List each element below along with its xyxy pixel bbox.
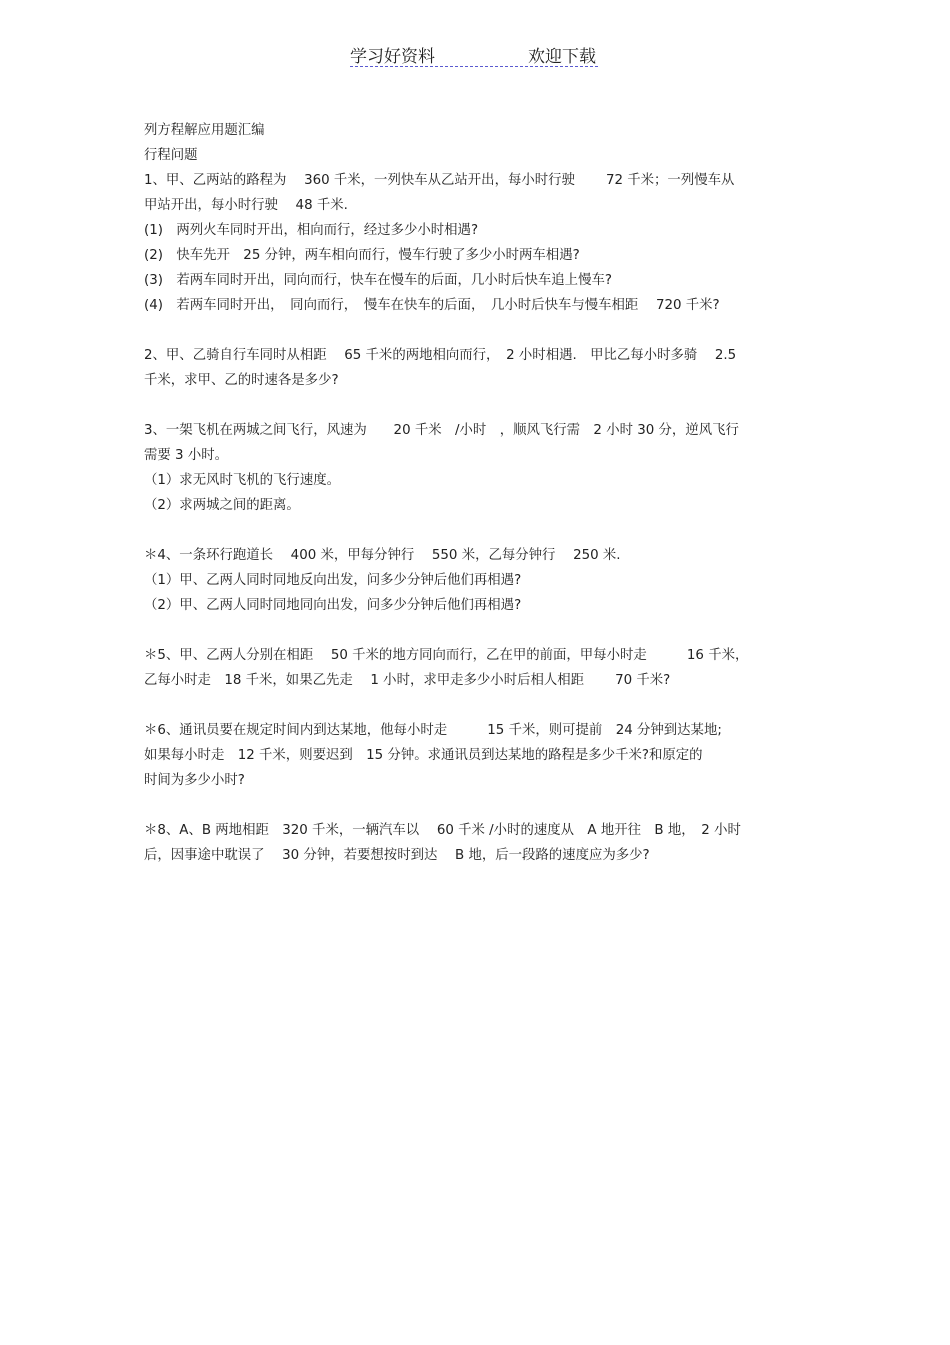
problem-1-line-2: 甲站开出，每小时行驶 48 千米.	[144, 198, 348, 213]
problem-2	[144, 343, 814, 393]
problem-1	[144, 168, 814, 318]
problem-1-question-1: (1) 两列火车同时开出，相向而行，经过多少小时相遇?	[144, 223, 479, 238]
problem-4-line-1: ＊4、一条环行跑道长 400 米，甲每分钟行 550 米，乙每分钟行 250 米.	[144, 548, 621, 563]
problem-6-line-3: 时间为多少小时?	[144, 773, 245, 788]
spacer	[144, 518, 814, 543]
problem-3-line-1: 3、一架飞机在两城之间飞行，风速为 20 千米 /小时 ，顺风飞行需 2 小时 30 分，逆风飞行	[144, 423, 739, 438]
problem-3-line-2: 需要 3 小时。	[144, 448, 228, 463]
spacer	[144, 618, 814, 643]
document-title: 列方程解应用题汇编	[144, 123, 265, 138]
problem-5	[144, 643, 814, 693]
problem-8-line-2: 后，因事途中耽误了 30 分钟，若要想按时到达 B 地，后一段路的速度应为多少?	[144, 848, 650, 863]
spacer	[144, 693, 814, 718]
problem-4	[144, 543, 814, 618]
spacer	[144, 393, 814, 418]
problem-6	[144, 718, 814, 793]
problem-3-question-1: （1）求无风时飞机的飞行速度。	[144, 473, 340, 488]
problem-8-line-1: ＊8、A、B 两地相距 320 千米，一辆汽车以 60 千米 /小时的速度从 A 地开往 B 地， 2 小时	[144, 823, 741, 838]
problem-1-question-2: (2) 快车先开 25 分钟，两车相向而行，慢车行驶了多少小时两车相遇?	[144, 248, 580, 263]
problem-3	[144, 418, 814, 518]
page-header	[350, 40, 598, 67]
header-right-text: 欢迎下载	[528, 47, 596, 67]
problem-1-question-3: (3) 若两车同时开出，同向而行，快车在慢车的后面，几小时后快车追上慢车?	[144, 273, 612, 288]
document-body	[144, 118, 814, 868]
problem-6-line-2: 如果每小时走 12 千米，则要迟到 15 分钟。求通讯员到达某地的路程是多少千米?和原定的	[144, 748, 703, 763]
problem-4-question-1: （1）甲、乙两人同时同地反向出发，问多少分钟后他们再相遇?	[144, 573, 522, 588]
problem-1-question-4: (4) 若两车同时开出， 同向而行， 慢车在快车的后面， 几小时后快车与慢车相距 720 千米?	[144, 298, 720, 313]
problem-4-question-2: （2）甲、乙两人同时同地同向出发，问多少分钟后他们再相遇?	[144, 598, 522, 613]
problem-5-line-2: 乙每小时走 18 千米，如果乙先走 1 小时，求甲走多少小时后相人相距 70 千米?	[144, 673, 671, 688]
problem-2-line-1: 2、甲、乙骑自行车同时从相距 65 千米的两地相向而行， 2 小时相遇. 甲比乙每小时多骑 2.5	[144, 348, 737, 363]
problem-2-line-2: 千米，求甲、乙的时速各是多少?	[144, 373, 339, 388]
spacer	[144, 793, 814, 818]
problem-5-line-1: ＊5、甲、乙两人分别在相距 50 千米的地方同向而行，乙在甲的前面，甲每小时走 16 千米，	[144, 648, 749, 663]
section-title: 行程问题	[144, 148, 198, 163]
spacer	[144, 318, 814, 343]
problem-6-line-1: ＊6、通讯员要在规定时间内到达某地，他每小时走 15 千米，则可提前 24 分钟到达某地;	[144, 723, 722, 738]
problem-8	[144, 818, 814, 868]
problem-1-line-1: 1、甲、乙两站的路程为 360 千米，一列快车从乙站开出，每小时行驶 72 千米；一列慢车从	[144, 173, 735, 188]
header-left-text: 学习好资料	[350, 47, 435, 67]
problem-3-question-2: （2）求两城之间的距离。	[144, 498, 300, 513]
